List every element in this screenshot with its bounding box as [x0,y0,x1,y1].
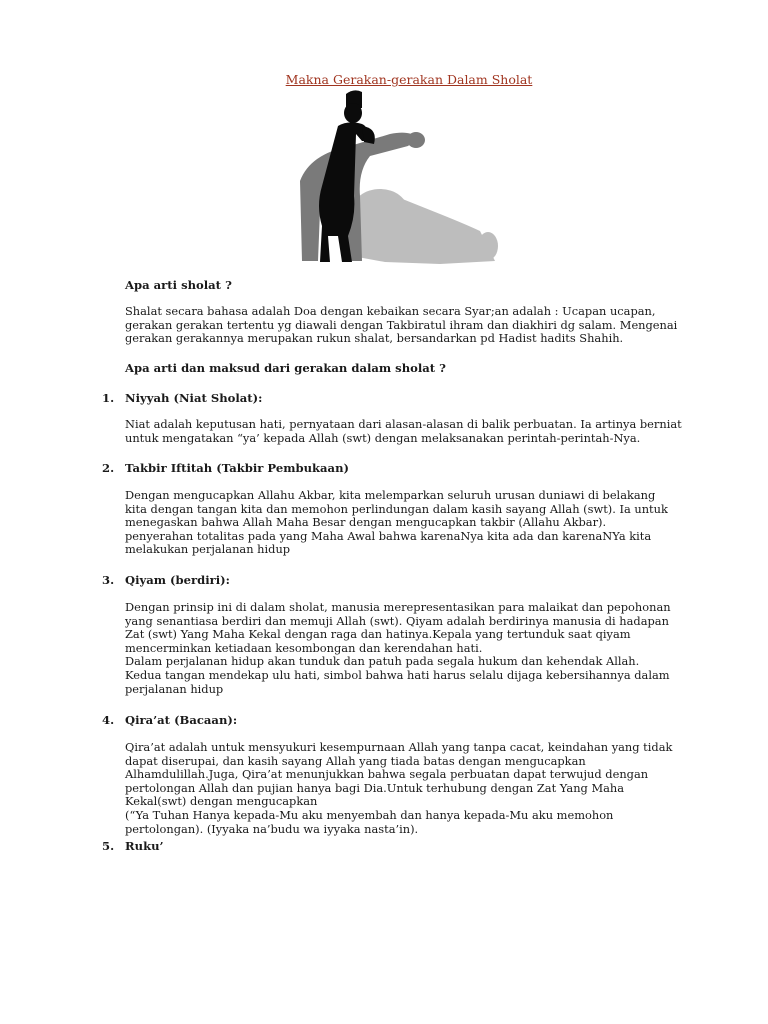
text-line: Dalam perjalanan hidup akan tunduk dan patuh pada segala hukum dan kehendak Allah. [125,654,640,669]
text-line: Dengan mengucapkan Allahu Akbar, kita melemparkan seluruh urusan duniawi di belakang [125,488,656,502]
text-line: penyerahan totalitas pada yang Maha Awal bahwa karenaNya kita ada dan karenaNYa kita [125,528,652,543]
section-body-qiraat [125,741,693,836]
text-line: (“Ya Tuhan Hanya kepada-Mu aku menyembah dan hanya kepada-Mu aku memohon [125,807,614,822]
question-meaning-of-movements: Apa arti dan maksud dari gerakan dalam sholat ? [125,361,446,375]
text-line: melakukan perjalanan hidup [125,542,291,557]
section-number: 3. [102,573,115,587]
section-number: 1. [102,391,115,405]
section-number: 2. [102,461,115,475]
section-heading-qiraat: Qira’at (Bacaan): [125,713,238,727]
text-line: pertolongan). (Iyyaka na’budu wa iyyaka nasta’in). [125,821,419,836]
text-line: Qira’at adalah untuk mensyukuri kesempurnaan Allah yang tanpa cacat, keindahan yang tidak [125,740,673,754]
section-heading-niyyah: Niyyah (Niat Sholat): [125,391,263,405]
section-heading-qiyam: Qiyam (berdiri): [125,573,230,587]
section-heading-takbir: Takbir Iftitah (Takbir Pembukaan) [125,461,349,475]
text-line: Kekal(swt) dengan mengucapkan [125,794,318,809]
text-line: untuk mengatakan “ya’ kepada Allah (swt) dengan melaksanakan perintah-perintah-Nya. [125,430,641,445]
section-body-takbir [125,489,693,557]
text-line: Zat (swt) Yang Maha Kekal dengan raga dan hatinya.Kepala yang tertunduk saat qiyam [125,627,631,642]
section-number: 5. [102,839,115,853]
page-title: Makna Gerakan-gerakan Dalam Sholat [285,72,533,87]
text-line: gerakan gerakan tertentu yg diawali dengan Takbiratul ihram dan diakhiri dg salam. Mengenai [125,317,678,332]
text-line: dapat diserupai, dan kasih sayang Allah yang tiada batas dengan mengucapkan [125,753,586,768]
section-heading-ruku: Ruku’ [125,839,164,853]
text-line: perjalanan hidup [125,681,224,696]
text-line: mencerminkan ketiadaan kesombongan dan kerendahan hati. [125,640,483,655]
text-line: Kedua tangan mendekap ulu hati, simbol bahwa hati harus selalu dijaga kebersihannya dalam [125,667,670,682]
text-line: gerakan gerakannya merupakan rukun shalat, bersandarkan pd Hadist hadits Shahih. [125,331,624,346]
section-body-qiyam [125,601,693,696]
text-line: menegaskan bahwa Allah Maha Besar dengan mengucapkan takbir (Allahu Akbar). [125,515,607,530]
text-line: Shalat secara bahasa adalah Doa dengan kebaikan secara Syar;an adalah : Ucapan ucapan, [125,304,656,318]
text-line: pertolongan Allah dan pujian hanya bagi Dia.Untuk terhubung dengan Zat Yang Maha [125,780,625,795]
question-what-is-sholat: Apa arti sholat ? [125,278,232,292]
text-line: Niat adalah keputusan hati, pernyataan dari alasan-alasan di balik perbuatan. Ia artinya berniat [125,417,682,431]
text-line: kita dengan tangan kita dan memohon perlindungan dalam kasih sayang Allah (swt). Ia untuk [125,501,668,516]
text-line: yang senantiasa berdiri dan memuji Allah (swt). Qiyam adalah berdirinya manusia di hadapan [125,613,669,628]
section-body-niyyah [125,418,693,445]
prayer-silhouette-illustration [290,86,500,266]
text-line: Alhamdulillah.Juga, Qira’at menunjukkan bahwa segala perbuatan dapat terwujud dengan [125,767,649,782]
text-line: Dengan prinsip ini di dalam sholat, manusia merepresentasikan para malaikat dan pepohonan [125,600,671,614]
section-number: 4. [102,713,115,727]
paragraph-definition [125,305,693,346]
